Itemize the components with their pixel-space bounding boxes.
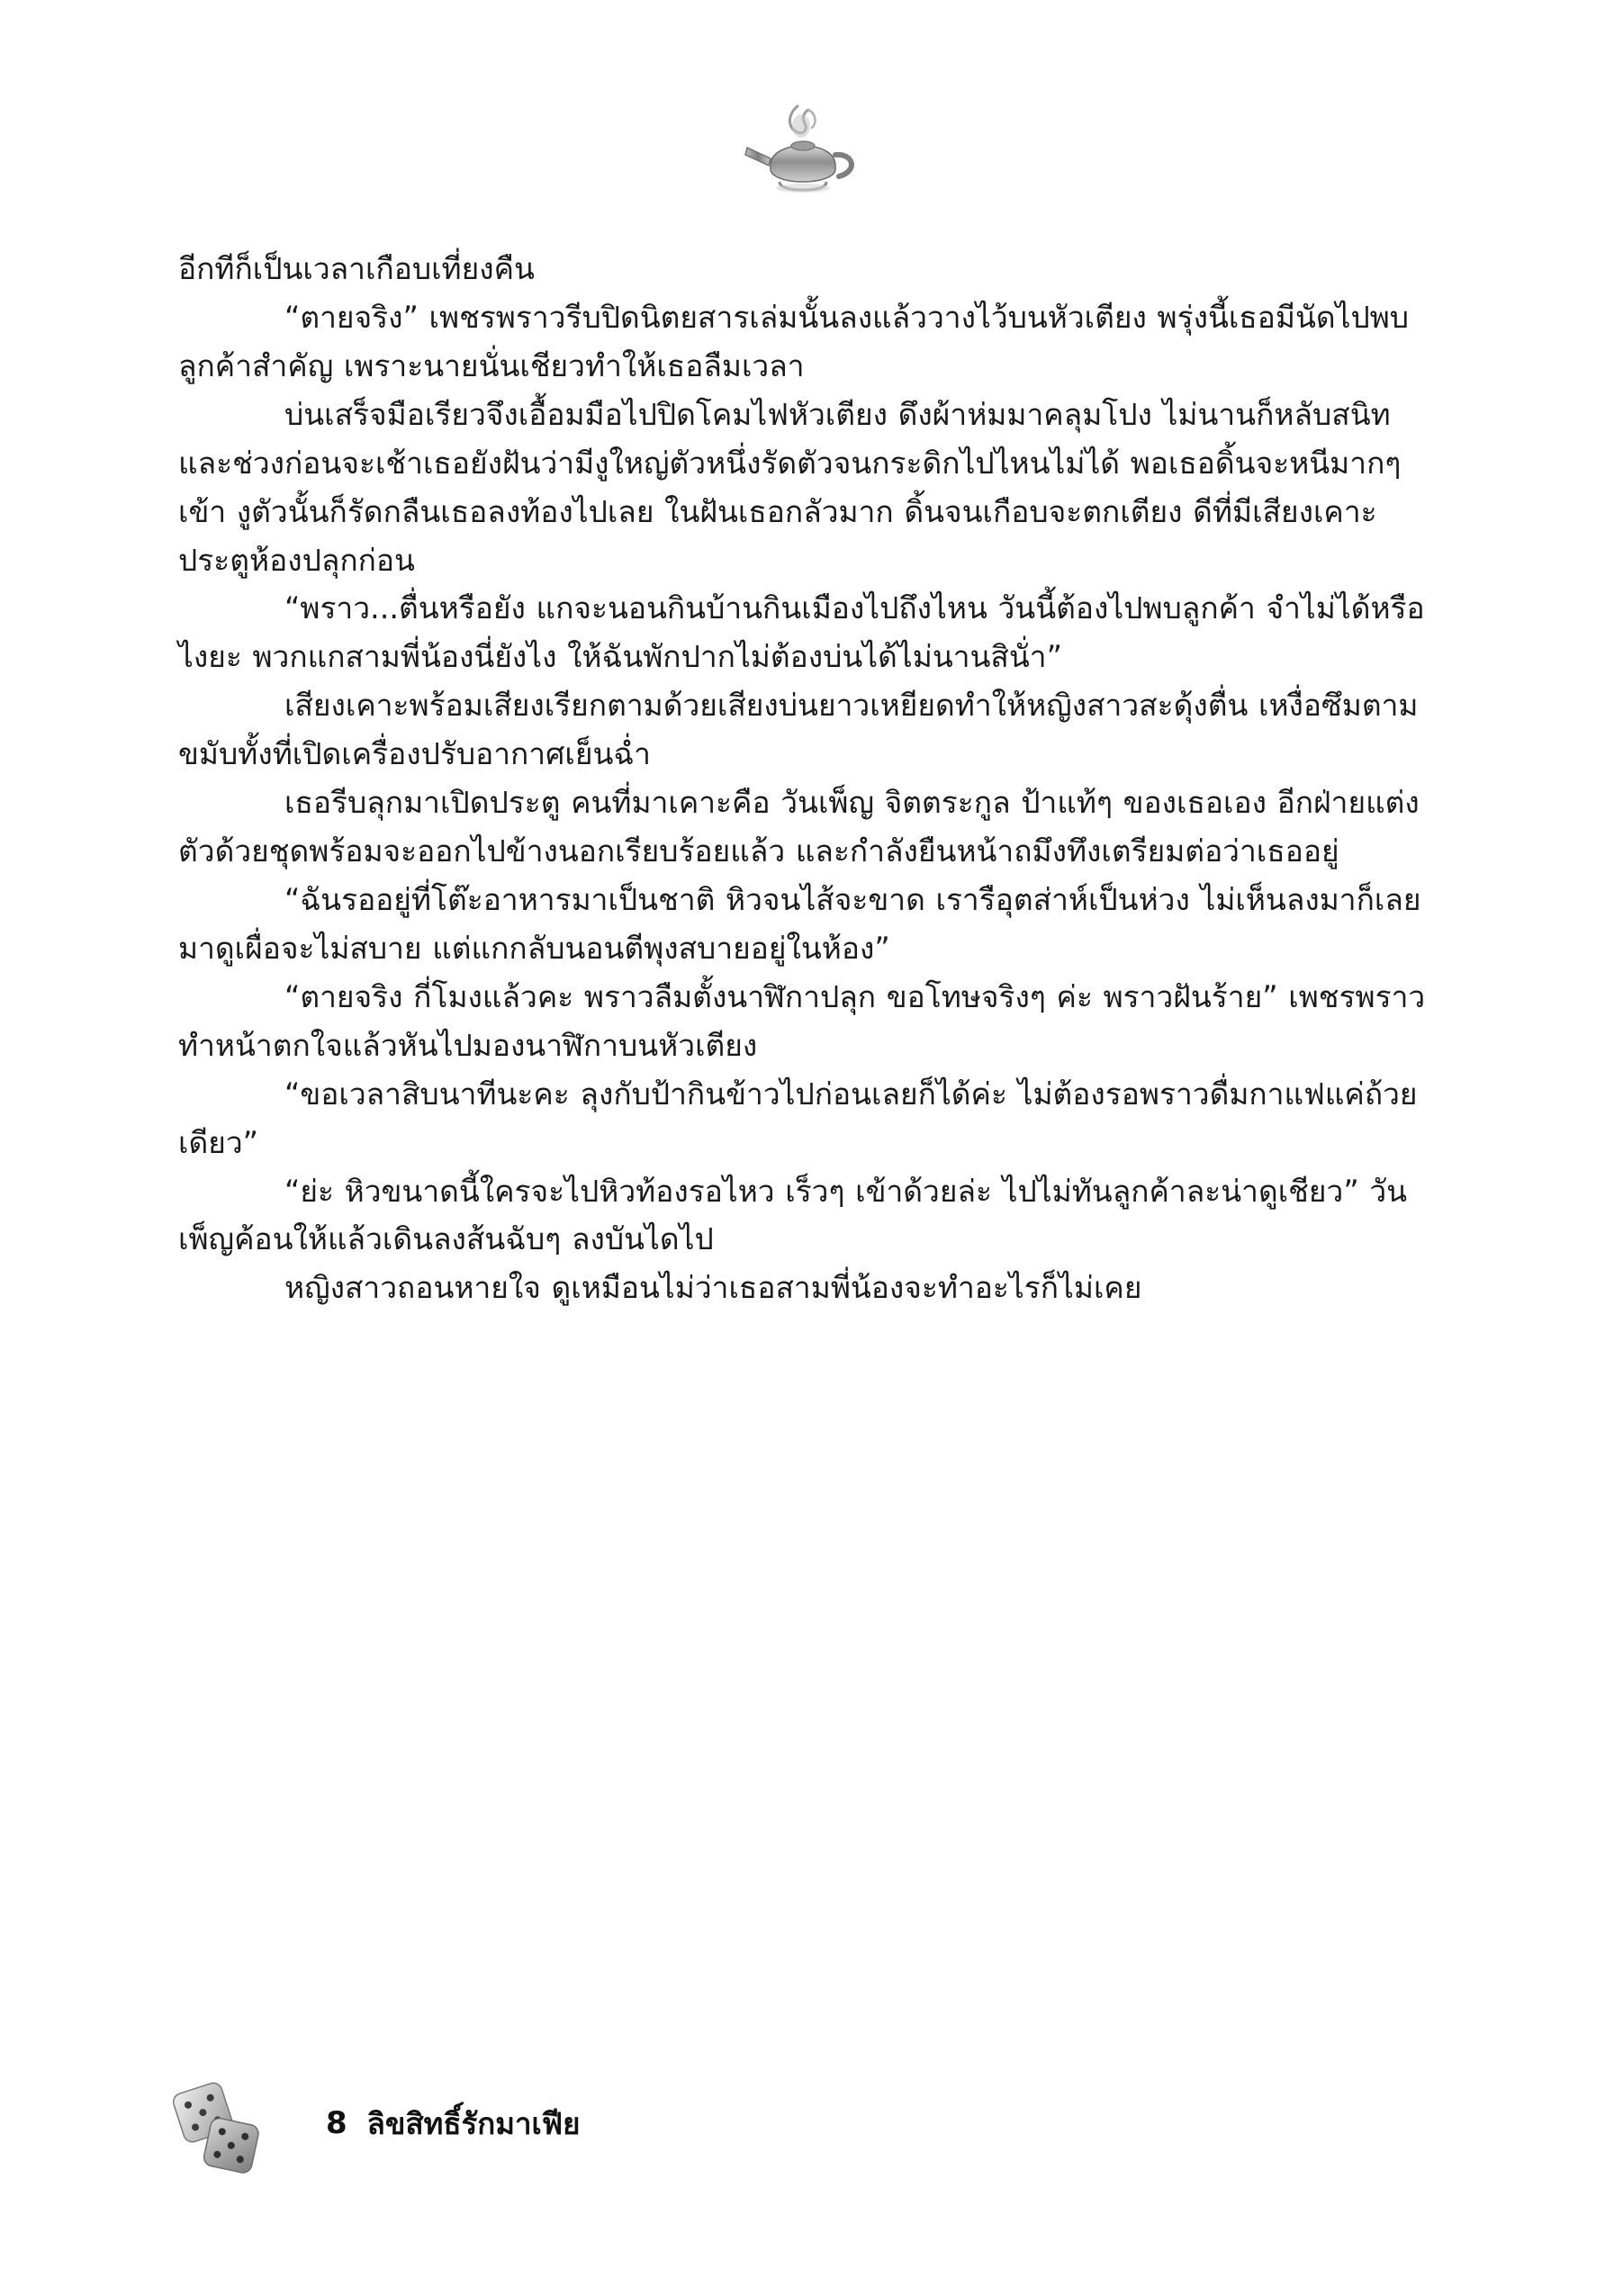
paragraph: หญิงสาวถอนหายใจ ดูเหมือนไม่ว่าเธอสามพี่น้องจะทำอะไรก็ไม่เคย [284,1270,1142,1306]
paragraph: “ตายจริง” เพชรพราวรีบปิดนิตยสารเล่มนั้นลงแล้ววางไว้บนหัวเตียง พรุ่งนี้เธอมีนัดไปพบลูกค้าสำคัญ เพราะนายนั่นเชียวทำให้เธอลืมเวลา [178,299,1410,383]
page-footer [176,2066,580,2181]
paragraph: เธอรีบลุกมาเปิดประตู คนที่มาเคาะคือ วันเพ็ญ จิตตระกูล ป้าแท้ๆ ของเธอเอง อีกฝ่ายแต่งตัวด้วยชุดพร้อมจะออกไปข้างนอกเรียบร้อยแล้ว และกำลังยืนหน้าถมึงทึงเตรียมต่อว่าเธออยู่ [178,785,1420,869]
paragraph: “ขอเวลาสิบนาทีนะคะ ลุงกับป้ากินข้าวไปก่อนเลยก็ได้ค่ะ ไม่ต้องรอพราวดื่มกาแฟแค่ถ้วยเดียว” [178,1076,1418,1160]
paragraph: “ตายจริง กี่โมงแล้วคะ พราวลืมตั้งนาฬิกาปลุก ขอโทษจริงๆ ค่ะ พราวฝันร้าย” เพชรพราวทำหน้าตกใจแล้วหันไปมองนาฬิกาบนหัวเตียง [178,978,1426,1063]
paragraph: บ่นเสร็จมือเรียวจึงเอื้อมมือไปปิดโคมไฟหัวเตียง ดึงผ้าห่มมาคลุมโปง ไม่นานก็หลับสนิท และช่วงก่อนจะเช้าเธอยังฝันว่ามีงูใหญ่ตัวหนึ่งรัดตัวจนกระดิกไปไหนไม่ได้ พอเธอดิ้นจะหนีมากๆ เข้า งูตัวนั้นก็รัดกลืนเธอลงท้องไปเลย ในฝันเธอกลัวมาก ดิ้นจนเกือบจะตกเตียง ดีที่มีเสียงเคาะประตูห้องปลุกก่อน [178,396,1402,578]
paragraph: อีกทีก็เป็นเวลาเกือบเที่ยงคืน [178,251,535,286]
header-ornament [0,99,1605,198]
page-body [178,245,1438,1312]
paragraph: เสียงเคาะพร้อมเสียงเรียกตามด้วยเสียงบ่นยาวเหยียดทำให้หญิงสาวสะดุ้งตื่น เหงื่อซึมตามขมับทั้งที่เปิดเครื่องปรับอากาศเย็นฉ่ำ [178,688,1419,772]
dice-icon [167,2075,274,2181]
page-number: 8 [326,2105,347,2141]
paragraph: “ย่ะ หิวขนาดนี้ใครจะไปหิวท้องรอไหว เร็วๆ เข้าด้วยล่ะ ไปไม่ทันลูกค้าละน่าดูเชียว” วันเพ็ญค้อนให้แล้วเดินลงส้นฉับๆ ลงบันไดไป [178,1173,1408,1257]
paragraph: “ฉันรออยู่ที่โต๊ะอาหารมาเป็นชาติ หิวจนไส้จะขาด เรารือุตส่าห์เป็นห่วง ไม่เห็นลงมาก็เลยมาดูเผื่อจะไม่สบาย แต่แกกลับนอนตีพุงสบายอยู่ในห้อง” [178,881,1421,966]
oil-lamp-icon [731,99,875,198]
dice-ornament-svg [167,2075,274,2181]
paragraph: “พราว...ตื่นหรือยัง แกจะนอนกินบ้านกินเมืองไปถึงไหน วันนี้ต้องไปพบลูกค้า จำไม่ได้หรือไงยะ พวกแกสามพี่น้องนี่ยังไง ให้ฉันพักปากไม่ต้องบ่นได้ไม่นานสินั่า” [178,590,1425,675]
book-title: ลิขสิทธิ์รักมาเฟีย [366,2105,581,2141]
